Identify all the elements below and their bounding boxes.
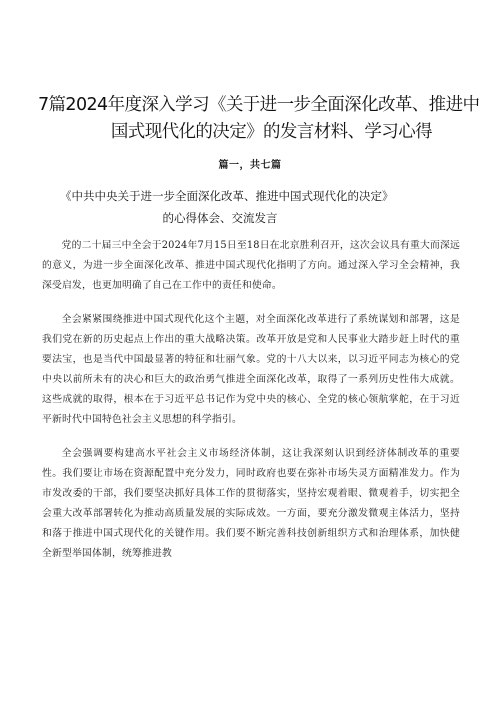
paragraph: 全会强调要构建高水平社会主义市场经济体制，这让我深刻认识到经济体制改革的重要性。我们要让市场在资源配置中充分发力，同时政府也要在弥补市场失灵方面精准发力。作为市发改委的干部，我们要坚决抓好具体工作的贯彻落实，坚持宏观着眼、微观着手，切实把全会重大改革部署转化为推动高质量发展的实际成效。一方面，要充分激发微观主体活力，坚持和落于推进中国式现代化的关键作用。我们要不断完善科技创新组织方式和治理体系，加快健全新型举国体制，统筹推进教 <box>42 448 460 559</box>
paragraph: 全会紧紧围绕推进中国式现代化这个主题，对全面深化改革进行了系统谋划和部署，这是我们党在新的历史起点上作出的重大战略决策。改革开放是党和人民事业大踏步赶上时代的重要法宝，也是当代中国最显著的特征和壮丽气象。党的十八大以来，以习近平同志为核心的党中央以前所未有的决心和巨大的政治勇气推进全面深化改革，取得了一系列历史性伟大成就。这些成就的取得，根本在于习近平总书记作为党中央的核心、全党的核心领航掌舵，在于习近平新时代中国特色社会主义思想的科学指引。 <box>42 314 460 425</box>
article-title <box>60 185 460 229</box>
article-title-line-2: 的心得体会、交流发言 <box>162 211 278 225</box>
article-body <box>42 236 460 578</box>
paragraph: 党的二十届三中全会于2024年7月15日至18日在北京胜利召开，这次会议具有重大而深远的意义，为进一步全面深化改革、推进中国式现代化指明了方向。通过深入学习全会精神，我深受启发，也更加明确了自己在工作中的责任和使命。 <box>42 240 460 291</box>
section-label: 篇一，共七篇 <box>218 160 282 171</box>
heading-line-2: 国式现代化的决定》的发言材料、学习心得 <box>110 122 432 142</box>
heading-line-1: 7篇2024年度深入学习《关于进一步全面深化改革、推进中 <box>38 95 480 115</box>
document-heading <box>38 92 480 146</box>
article-title-line-1: 《中共中央关于进一步全面深化改革、推进中国式现代化的决定》 <box>60 189 394 203</box>
